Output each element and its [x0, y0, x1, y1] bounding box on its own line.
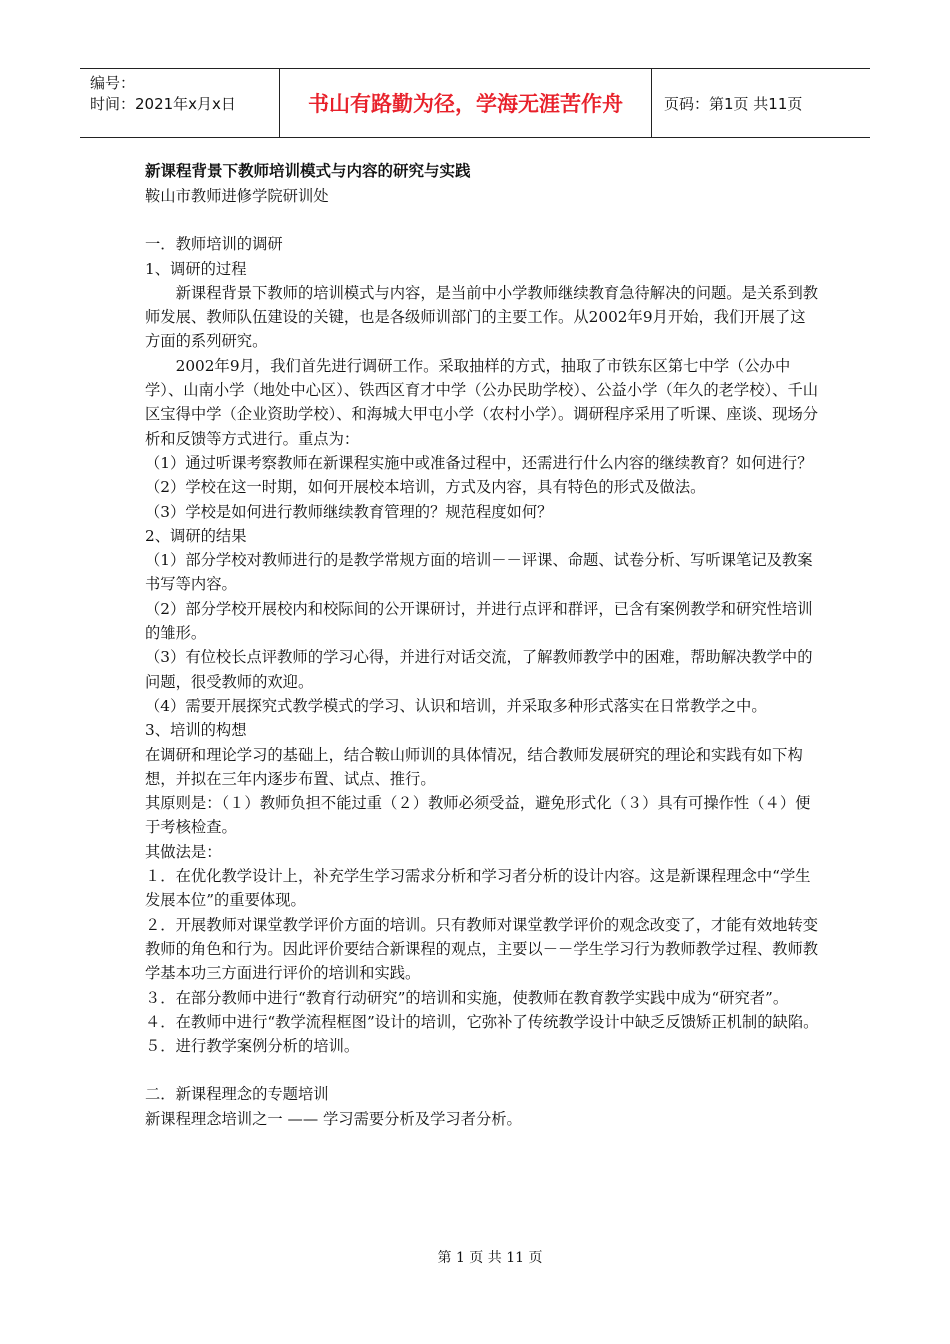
section-heading-2: 二．新课程理念的专题培训 — [145, 1085, 329, 1104]
list-item: １．在优化教学设计上，补充学生学习需求分析和学习者分析的设计内容。这是新课程理念中“学生发展本位”的重要体现。 — [145, 867, 811, 910]
page-footer: 第 1 页 共 11 页 — [437, 1250, 543, 1266]
header-motto: 书山有路勤为径，学海无涯苦作舟 — [280, 69, 652, 137]
list-item: ３．在部分教师中进行“教育行动研究”的培训和实施，使教师在教育教学实践中成为“研究者”。 — [145, 988, 789, 1007]
paragraph: 其做法是： — [145, 842, 222, 861]
paragraph: 在调研和理论学习的基础上，结合鞍山师训的具体情况，结合教师发展研究的理论和实践有如下构想，并拟在三年内逐步布置、试点、推行。 — [145, 745, 803, 788]
list-item: （1）部分学校对教师进行的是教学常规方面的培训－－评课、命题、试卷分析、写听课笔记及教案书写等内容。 — [145, 551, 813, 594]
number-label: 编号： — [90, 74, 136, 92]
document-title: 新课程背景下教师培训模式与内容的研究与实践 — [145, 162, 471, 180]
paragraph: 2002年9月，我们首先进行调研工作。采取抽样的方式，抽取了市铁东区第七中学（公办中学）、山南小学（地处中心区）、铁西区育才中学（公办民助学校）、公益小学（年久的老学校）、千山区宝得中学（企业资助学校）、和海城大甲屯小学（农村小学）。调研程序采用了听课、座谈、现场分析和反馈等方式进行。重点为： — [145, 356, 819, 448]
paragraph: 其原则是：（１）教师负担不能过重（２）教师必须受益，避免形式化（３）具有可操作性（４）便于考核检查。 — [145, 794, 811, 837]
list-item: （3）学校是如何进行教师继续教育管理的？规范程度如何？ — [145, 502, 553, 521]
list-item: （4）需要开展探究式教学模式的学习、认识和培训，并采取多种形式落实在日常教学之中。 — [145, 696, 767, 715]
section-heading-1: 一．教师培训的调研 — [145, 235, 283, 254]
list-item: （1）通过听课考察教师在新课程实施中或准备过程中，还需进行什么内容的继续教育？如何进行？ — [145, 453, 813, 472]
list-item: （2）部分学校开展校内和校际间的公开课研讨，并进行点评和群评，已含有案例教学和研究性培训的雏形。 — [145, 599, 813, 643]
header-page-number: 页码：第1页 共11页 — [664, 94, 803, 113]
time-label: 时间：2021年x月x日 — [90, 95, 236, 113]
list-item: ２．开展教师对课堂教学评价方面的培训。只有教师对课堂教学评价的观念改变了，才能有效地转变教师的角色和行为。因此评价要结合新课程的观点，主要以－－学生学习行为教师教学过程、教师教学基本功三方面进行评价的培训和实践。 — [145, 915, 819, 983]
subsection-heading: 2、调研的结果 — [145, 526, 247, 545]
subsection-heading: 1、调研的过程 — [145, 259, 247, 278]
document-author: 鞍山市教师进修学院研训处 — [145, 187, 329, 205]
header-meta — [80, 69, 280, 137]
list-item: （3）有位校长点评教师的学习心得，并进行对话交流，了解教师教学中的困难，帮助解决教学中的问题，很受教师的欢迎。 — [145, 648, 813, 691]
document-header — [80, 68, 870, 138]
list-item: ５．进行教学案例分析的培训。 — [145, 1037, 360, 1056]
list-item: （2）学校在这一时期，如何开展校本培训，方式及内容，具有特色的形式及做法。 — [145, 478, 706, 497]
paragraph: 新课程理念培训之一 —— 学习需要分析及学习者分析。 — [145, 1109, 522, 1128]
subsection-heading: 3、培训的构想 — [145, 721, 247, 740]
paragraph: 新课程背景下教师的培训模式与内容，是当前中小学教师继续教育急待解决的问题。是关系到教师发展、教师队伍建设的关键，也是各级师训部门的主要工作。从2002年9月开始，我们开展了这方面的系列研究。 — [145, 283, 819, 351]
document-body — [145, 158, 820, 1131]
list-item: ４．在教师中进行“教学流程框图”设计的培训，它弥补了传统教学设计中缺乏反馈矫正机制的缺陷。 — [145, 1012, 819, 1031]
